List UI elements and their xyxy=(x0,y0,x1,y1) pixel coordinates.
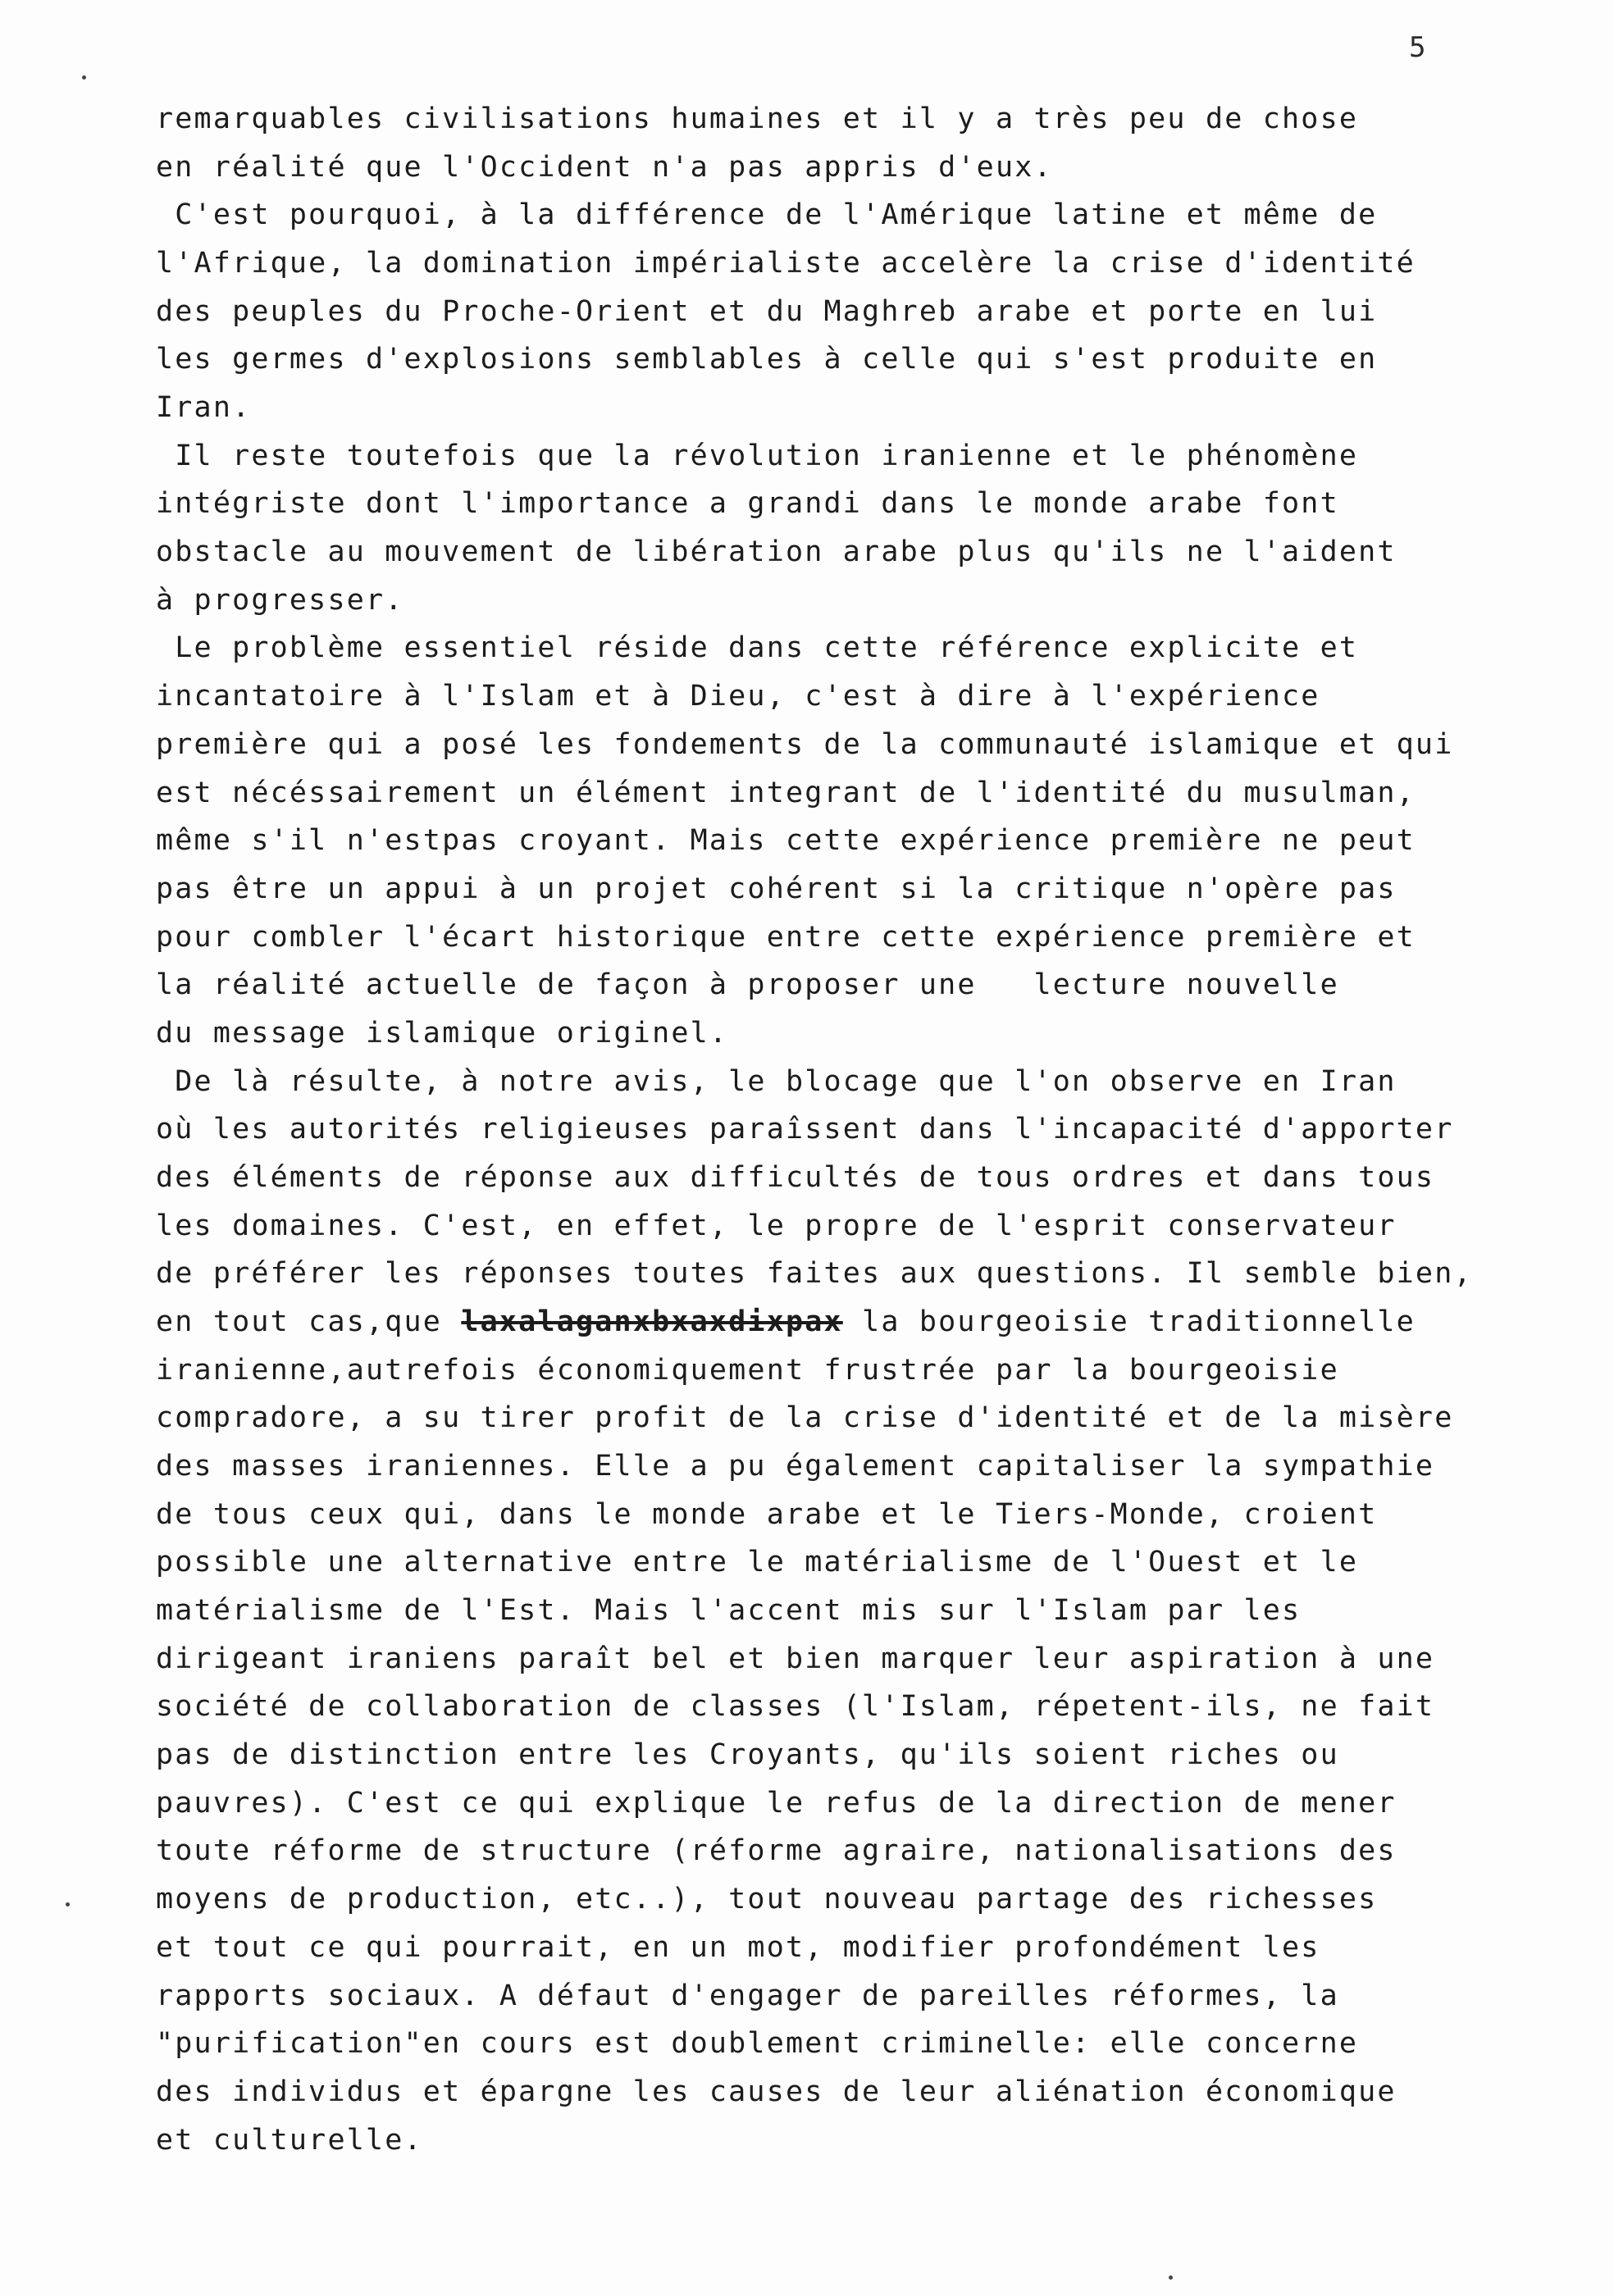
text-segment: la bourgeoisie traditionnelle xyxy=(842,1305,1416,1338)
text-segment: en tout cas,que xyxy=(156,1305,462,1338)
text-line: "purification"en cours est doublement criminelle: elle concerne xyxy=(156,2027,1359,2061)
struck-out-text: laxalaganxbxaxdixpax xyxy=(461,1305,843,1338)
text-line: intégriste dont l'importance a grandi dans le monde arabe font xyxy=(156,487,1339,521)
text-line: pour combler l'écart historique entre cette expérience première et xyxy=(156,920,1416,954)
text-line: de tous ceux qui, dans le monde arabe et le Tiers-Monde, croient xyxy=(156,1497,1378,1531)
text-line: même s'il n'estpas croyant. Mais cette expérience première ne peut xyxy=(156,824,1416,858)
text-line: des masses iraniennes. Elle a pu également capitaliser la sympathie xyxy=(156,1450,1435,1483)
text-line: de préférer les réponses toutes faites aux questions. Il semble bien, xyxy=(156,1257,1473,1291)
text-line: des individus et épargne les causes de leur aliénation économique xyxy=(156,2075,1397,2108)
text-line: Il reste toutefois que la révolution iranienne et le phénomène xyxy=(156,439,1359,472)
text-line: dirigeant iraniens paraît bel et bien marquer leur aspiration à une xyxy=(156,1642,1435,1675)
page-number: 5 xyxy=(1409,31,1426,64)
text-line: pas être un appui à un projet cohérent si la critique n'opère pas xyxy=(156,872,1397,905)
text-line: la réalité actuelle de façon à proposer une lecture nouvelle xyxy=(156,968,1339,1002)
text-line: remarquables civilisations humaines et il y a très peu de chose xyxy=(156,102,1359,135)
text-line: compradore, a su tirer profit de la crise d'identité et de la misère xyxy=(156,1401,1454,1435)
scan-speck xyxy=(82,75,86,80)
text-line: pauvres). C'est ce qui explique le refus de la direction de mener xyxy=(156,1786,1397,1820)
text-line: en réalité que l'Occident n'a pas appris d'eux. xyxy=(156,150,1053,184)
text-line: obstacle au mouvement de libération arabe plus qu'ils ne l'aident xyxy=(156,535,1397,569)
text-line: société de collaboration de classes (l'Islam, répetent-ils, ne fait xyxy=(156,1690,1435,1724)
text-line: les domaines. C'est, en effet, le propre de l'esprit conservateur xyxy=(156,1209,1397,1242)
text-line: des peuples du Proche-Orient et du Maghreb arabe et porte en lui xyxy=(156,294,1378,328)
text-line: possible une alternative entre le matérialisme de l'Ouest et le xyxy=(156,1546,1359,1579)
text-line: iranienne,autrefois économiquement frustrée par la bourgeoisie xyxy=(156,1353,1339,1387)
text-line: toute réforme de structure (réforme agraire, nationalisations des xyxy=(156,1834,1397,1868)
text-line: les germes d'explosions semblables à celle qui s'est produite en xyxy=(156,343,1378,376)
text-line: moyens de production, etc..), tout nouveau partage des richesses xyxy=(156,1883,1378,1916)
text-line: à progresser. xyxy=(156,583,404,617)
text-line: matérialisme de l'Est. Mais l'accent mis sur l'Islam par les xyxy=(156,1594,1302,1628)
text-line: et tout ce qui pourrait, en un mot, modifier profondément les xyxy=(156,1930,1320,1964)
text-line: l'Afrique, la domination impérialiste accelère la crise d'identité xyxy=(156,247,1416,280)
text-line: première qui a posé les fondements de la communauté islamique et qui xyxy=(156,727,1454,761)
text-line: Iran. xyxy=(156,391,252,425)
text-line: du message islamique originel. xyxy=(156,1016,729,1050)
text-line-with-strikethrough xyxy=(156,1305,1416,1338)
scan-speck xyxy=(1169,2276,1173,2280)
text-line: des éléments de réponse aux difficultés de tous ordres et dans tous xyxy=(156,1160,1435,1194)
text-line: est nécéssairement un élément integrant de l'identité du musulman, xyxy=(156,776,1416,809)
text-line: et culturelle. xyxy=(156,2123,423,2157)
scan-speck xyxy=(66,1902,70,1906)
text-line: où les autorités religieuses paraîssent dans l'incapacité d'apporter xyxy=(156,1113,1454,1146)
text-line: Le problème essentiel réside dans cette référence explicite et xyxy=(156,631,1359,665)
text-line: De là résulte, à notre avis, le blocage que l'on observe en Iran xyxy=(156,1064,1397,1098)
text-line: rapports sociaux. A défaut d'engager de pareilles réformes, la xyxy=(156,1979,1339,2012)
text-line: pas de distinction entre les Croyants, qu'ils soient riches ou xyxy=(156,1738,1339,1772)
text-line: incantatoire à l'Islam et à Dieu, c'est à dire à l'expérience xyxy=(156,680,1320,713)
text-line: C'est pourquoi, à la différence de l'Amérique latine et même de xyxy=(156,198,1378,232)
